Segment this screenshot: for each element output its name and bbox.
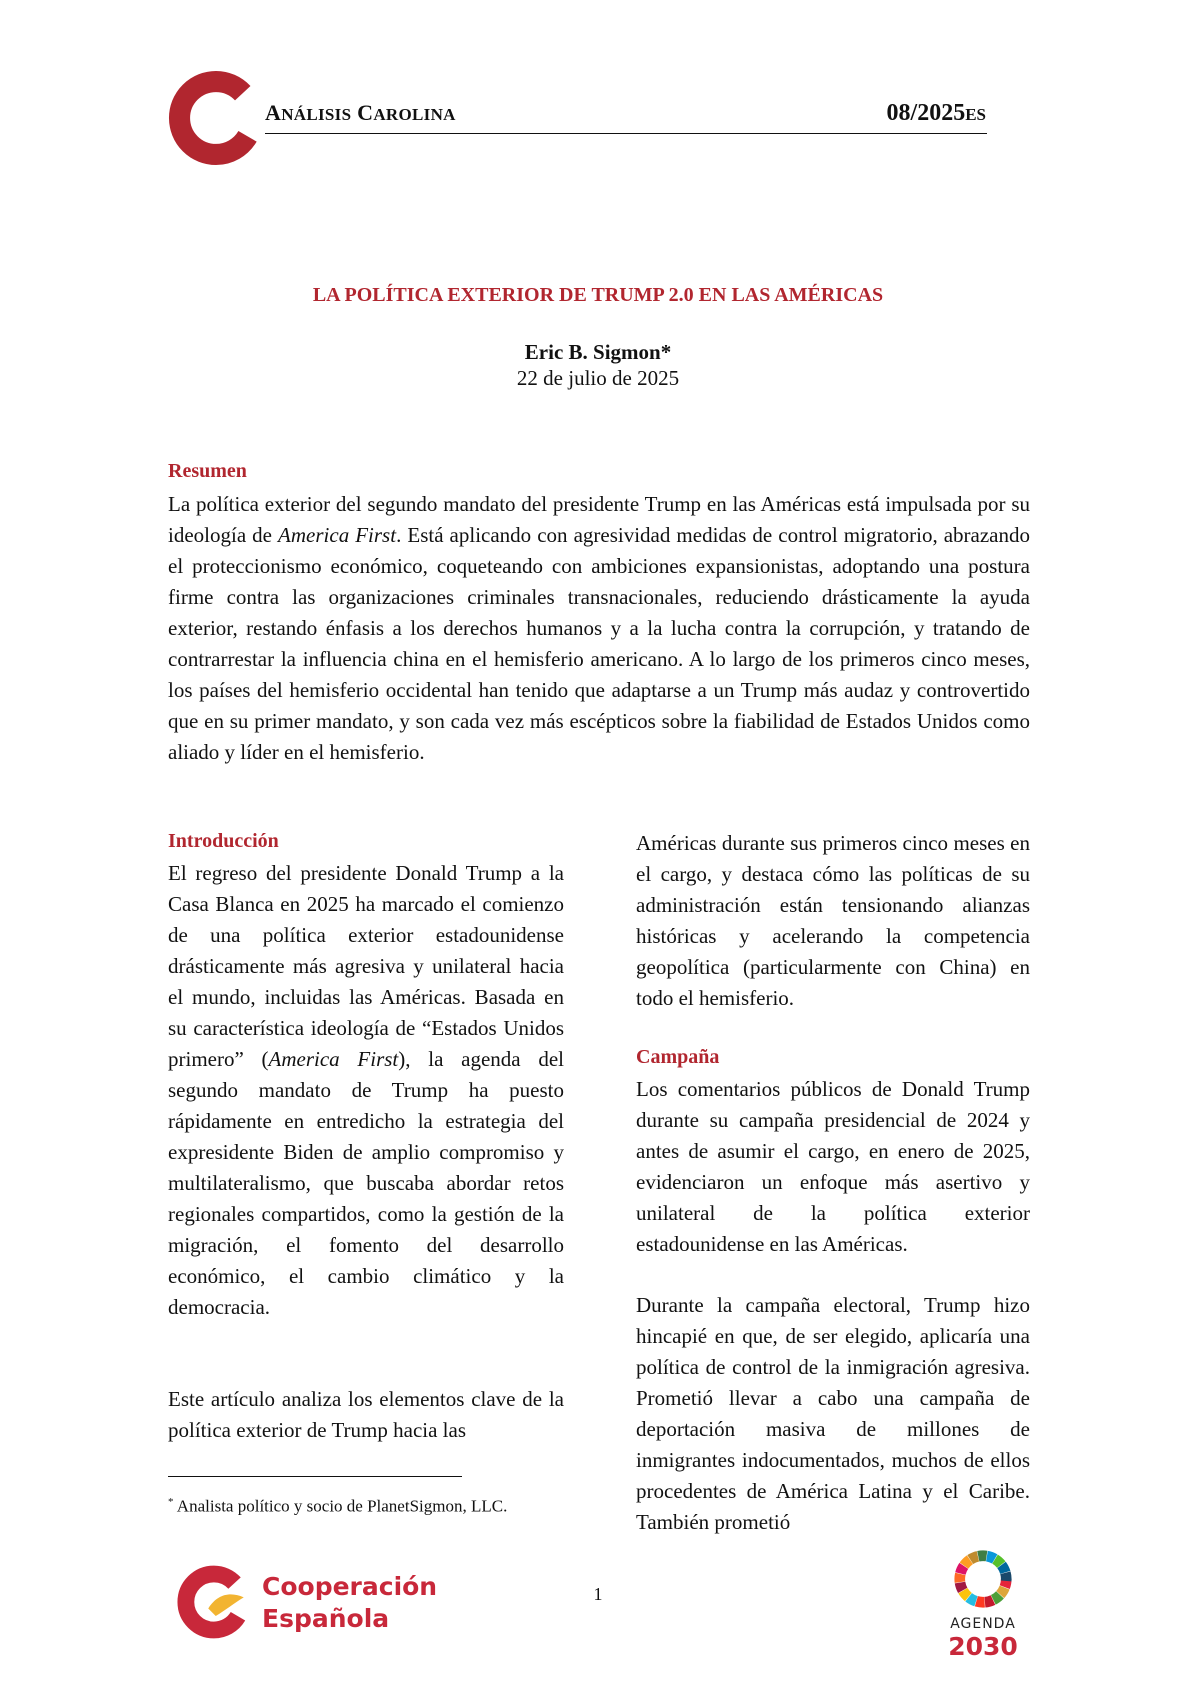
cooperacion-espanola-wordmark: Cooperación Española	[262, 1572, 438, 1633]
series-title: ANÁLISIS CAROLINA	[265, 100, 456, 125]
abstract-text: La política exterior del segundo mandato del presidente Trump en las Américas está impulsada por su ideología de America First. Está aplicando con agresividad medidas de control migratorio, abrazando el proteccionismo económico, coqueteando con ambiciones expansionistas, adoptando una postura firme contra las organizaciones criminales transnacionales, reduciendo drásticamente la ayuda exterior, restando énfasis a los derechos humanos y a la lucha contra la corrupción, y tratando de contrarrestar la influencia china en el hemisferio americano. A lo largo de los primeros cinco meses, los países del hemisferio occidental han tenido que adaptarse a un Trump más audaz y controvertido que en su primer mandato, y son cada vez más escépticos sobre la fiabilidad de Estados Unidos como aliado y líder en el hemisferio.	[168, 492, 1031, 764]
abstract-heading: Resumen	[168, 460, 247, 482]
header-divider	[265, 133, 987, 134]
article-title: LA POLÍTICA EXTERIOR DE TRUMP 2.0 EN LAS AMÉRICAS	[312, 284, 884, 306]
article-author: Eric B. Sigmon*	[524, 340, 672, 364]
campaign-paragraph-1: Los comentarios públicos de Donald Trump durante su campaña presidencial de 2024 y antes de asumir el cargo, en enero de 2025, evidenciaron un enfoque más asertivo y unilateral de la política exterior estadounidense en las Américas.	[636, 1077, 1030, 1256]
campaign-heading: Campaña	[636, 1046, 720, 1068]
article-date: 22 de julio de 2025	[516, 366, 680, 390]
issue-number: 08/2025ES	[886, 100, 986, 126]
introduction-heading: Introducción	[168, 830, 279, 852]
page-number: 1	[593, 1584, 603, 1604]
footnote: * Analista político y socio de PlanetSigmon, LLC.	[168, 1496, 508, 1516]
agenda-label: AGENDA	[950, 1616, 1016, 1632]
introduction-paragraph-2: Este artículo analiza los elementos clave de la política exterior de Trump hacia las	[168, 1387, 564, 1442]
analisis-carolina-logo-icon	[168, 70, 264, 166]
footnote-divider	[168, 1476, 462, 1477]
introduction-paragraph-2-continued: Américas durante sus primeros cinco meses en el cargo, y destaca cómo las políticas de su administración están tensionando alianzas históricas y acelerando la competencia geopolítica (particularmente con China) en todo el hemisferio.	[636, 831, 1030, 1010]
sdg-wheel-icon	[952, 1548, 1014, 1610]
campaign-paragraph-2: Durante la campaña electoral, Trump hizo hincapié en que, de ser elegido, aplicaría una política de control de la inmigración agresiva. Prometió llevar a cabo una campaña de deportación masiva de millones de inmigrantes indocumentados, muchos de ellos procedentes de América Latina y el Caribe. También prometió	[636, 1293, 1030, 1534]
agenda-year: 2030	[948, 1632, 1018, 1661]
introduction-paragraph-1: El regreso del presidente Donald Trump a la Casa Blanca en 2025 ha marcado el comienzo de una política exterior estadounidense drásticamente más agresiva y unilateral hacia el mundo, incluidas las Américas. Basada en su característica ideología de “Estados Unidos primero” (America First), la agenda del segundo mandato de Trump ha puesto rápidamente en entredicho la estrategia del expresidente Biden de amplio compromiso y multilateralismo, que buscaba abordar retos regionales compartidos, como la gestión de la migración, el fomento del desarrollo económico, el cambio climático y la democracia.	[168, 861, 564, 1319]
